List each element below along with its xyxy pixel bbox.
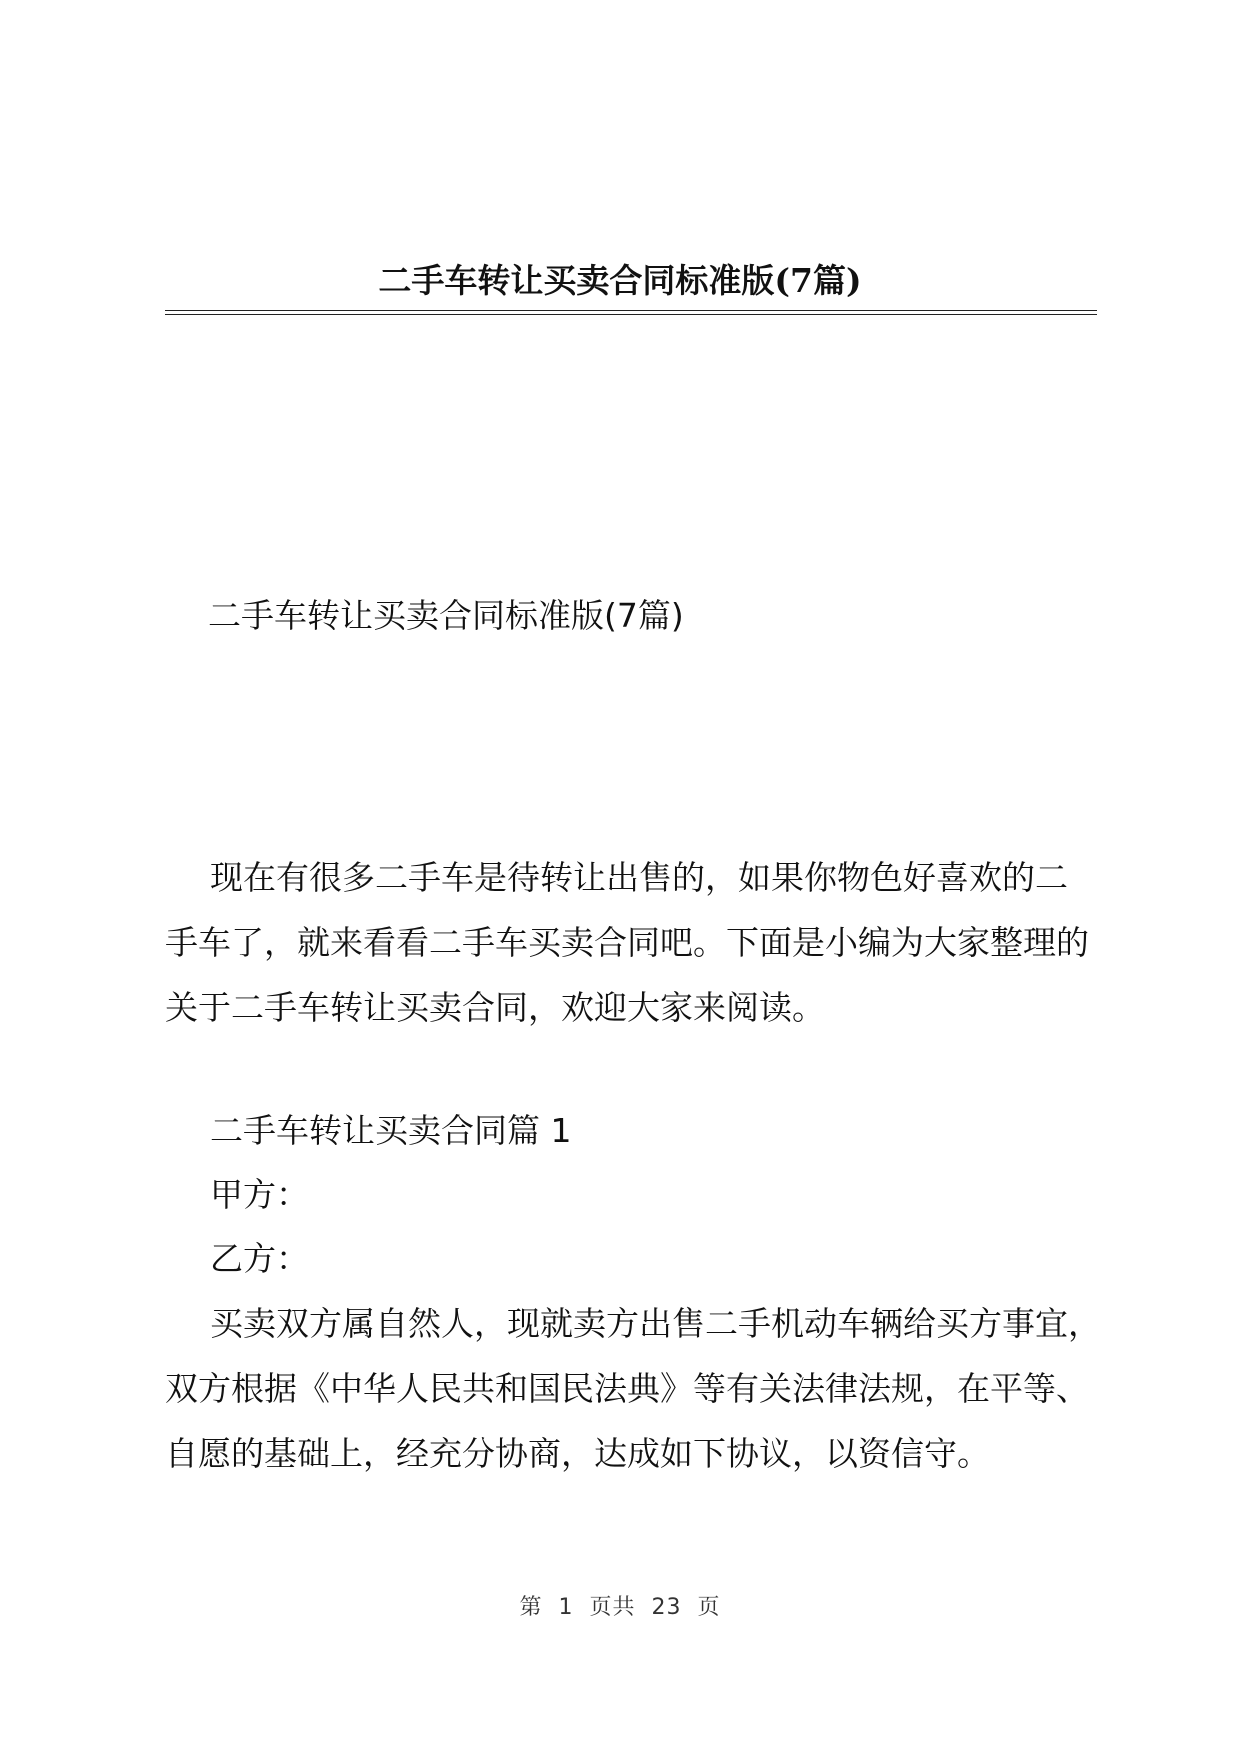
footer-prefix: 第 (519, 1595, 543, 1620)
intro-line-1: 现在有很多二手车是待转让出售的，如果你物色好喜欢的二 (210, 858, 1068, 897)
intro-paragraph (165, 845, 1097, 1040)
header-double-rule (165, 310, 1097, 315)
contract-section (165, 1099, 1125, 1486)
page-footer (0, 1590, 1240, 1621)
footer-middle: 页共 (589, 1595, 636, 1620)
body-line-2: 双方根据《中华人民共和国民法典》等有关法律法规，在平等、 (165, 1369, 1089, 1408)
document-subtitle: 二手车转让买卖合同标准版(7篇) (208, 596, 684, 635)
footer-current-page: 1 (558, 1595, 574, 1620)
footer-total-pages: 23 (651, 1595, 682, 1620)
party-a-label: 甲方： (210, 1175, 309, 1214)
intro-line-2: 手车了，就来看看二手车买卖合同吧。下面是小编为大家整理的 (165, 923, 1089, 962)
footer-suffix: 页 (697, 1595, 721, 1620)
intro-line-3: 关于二手车转让买卖合同，欢迎大家来阅读。 (165, 988, 825, 1027)
party-b-label: 乙方： (210, 1239, 309, 1278)
section-heading: 二手车转让买卖合同篇 1 (210, 1111, 572, 1150)
body-line-1: 买卖双方属自然人，现就卖方出售二手机动车辆给买方事宜， (210, 1304, 1101, 1343)
body-line-3: 自愿的基础上，经充分协商，达成如下协议，以资信守。 (165, 1434, 990, 1473)
page-header-title: 二手车转让买卖合同标准版(7篇) (378, 261, 862, 300)
